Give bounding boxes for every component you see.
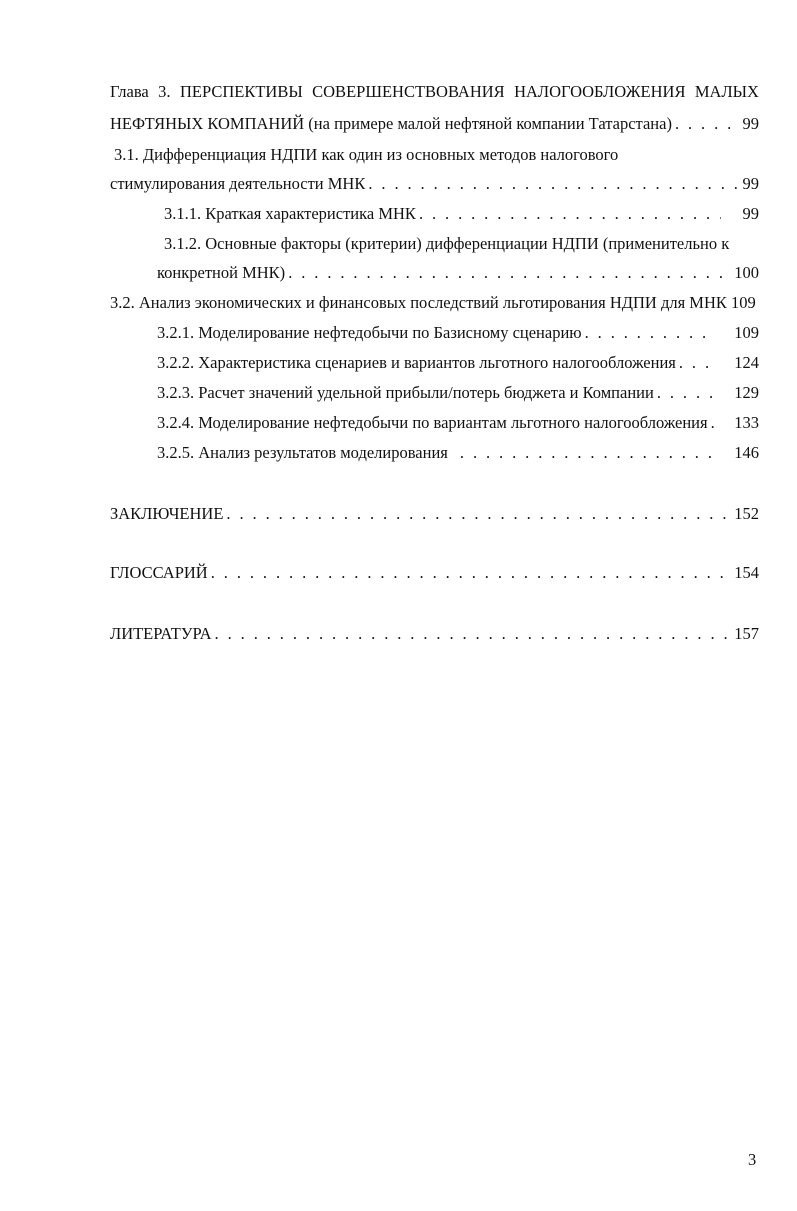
toc-chapter3-title-line1[interactable] (110, 82, 759, 102)
toc-page-number: 154 (734, 563, 759, 582)
toc-entry-glossary[interactable] (110, 563, 759, 583)
toc-page-number: 129 (734, 383, 759, 402)
toc-page-number: 99 (742, 174, 759, 193)
toc-page-number: 99 (742, 204, 759, 223)
toc-page-number: 99 (742, 114, 759, 133)
toc-entry-text: 3.2.3. Расчет значений удельной прибыли/потерь бюджета и Компании (157, 383, 654, 402)
toc-leader-dots (679, 353, 714, 373)
toc-chapter3-word: Глава (110, 82, 149, 101)
toc-page-number: 152 (734, 504, 759, 523)
toc-page-number: 157 (734, 624, 759, 643)
toc-leader-dots (419, 204, 721, 224)
toc-entry-text: ГЛОССАРИЙ (110, 563, 208, 582)
toc-entry-text: 3.1.1. Краткая характеристика МНК (164, 204, 416, 223)
toc-leader-dots (460, 443, 714, 463)
toc-leader-dots (675, 114, 732, 134)
toc-leader-dots (226, 504, 734, 524)
toc-page-number: 146 (734, 443, 759, 462)
toc-leader-dots (368, 174, 739, 194)
toc-entry-literature[interactable] (110, 624, 759, 644)
page-number: 3 (748, 1150, 757, 1169)
toc-chapter3-word: ПЕРСПЕКТИВЫ (179, 82, 303, 101)
toc-chapter3-word: НАЛОГООБЛОЖЕНИЯ (514, 82, 686, 101)
toc-entry-text: конкретной МНК) (157, 263, 286, 282)
toc-chapter3-word: 3. (158, 82, 171, 101)
toc-page-number: 124 (734, 353, 759, 372)
toc-entry-text: 3.1.2. Основные факторы (критерии) дифференциации НДПИ (применительно к (164, 234, 730, 253)
toc-entry-text: ЛИТЕРАТУРА (110, 624, 212, 643)
toc-chapter3-word: МАЛЫХ (694, 82, 759, 101)
toc-chapter3-title-line2[interactable] (110, 114, 759, 134)
toc-entry-3-2-1[interactable] (157, 323, 759, 343)
toc-leader-dots (585, 323, 715, 343)
toc-entry-3-1-line2[interactable] (110, 174, 759, 194)
toc-entry-3-1-2-line2[interactable] (157, 263, 759, 283)
toc-page-number: 109 (734, 323, 759, 342)
toc-leader-dots (215, 624, 735, 644)
toc-entry-3-2-2[interactable] (157, 353, 759, 373)
toc-entry-3-1-line1[interactable] (114, 145, 618, 165)
toc-leader-dots (711, 413, 715, 433)
toc-entry-conclusion[interactable] (110, 504, 759, 524)
toc-entry-text: ЗАКЛЮЧЕНИЕ (110, 504, 224, 523)
toc-entry-3-2[interactable] (110, 293, 756, 313)
toc-entry-text: 3.2.4. Моделирование нефтедобычи по вариантам льготного налогообложения (157, 413, 708, 432)
toc-page-number: 133 (734, 413, 759, 432)
toc-entry-text: 3.2.1. Моделирование нефтедобычи по Базисному сценарию (157, 323, 582, 342)
toc-leader-dots (657, 383, 714, 403)
toc-chapter3-word: СОВЕРШЕНСТВОВАНИЯ (312, 82, 505, 101)
toc-page-number: 100 (734, 263, 759, 282)
toc-entry-text: 3.2. Анализ экономических и финансовых последствий льготирования НДПИ для МНК 109 (110, 293, 756, 312)
toc-entry-text: 3.2.2. Характеристика сценариев и вариантов льготного налогообложения (157, 353, 676, 372)
toc-entry-text: НЕФТЯНЫХ КОМПАНИЙ (на примере малой нефтяной компании Татарстана) (110, 114, 672, 133)
toc-entry-3-2-3[interactable] (157, 383, 759, 403)
toc-entry-3-2-4[interactable] (157, 413, 759, 433)
toc-entry-3-1-1[interactable] (164, 204, 759, 224)
toc-leader-dots (211, 563, 725, 583)
toc-entry-3-2-5[interactable] (157, 443, 759, 463)
toc-entry-text: 3.2.5. Анализ результатов моделирования (157, 443, 448, 462)
toc-entry-text: 3.1. Дифференциация НДПИ как один из основных методов налогового (114, 145, 619, 164)
toc-entry-3-1-2-line1[interactable] (164, 234, 729, 254)
toc-leader-dots (288, 263, 731, 283)
toc-entry-text: стимулирования деятельности МНК (110, 174, 366, 193)
